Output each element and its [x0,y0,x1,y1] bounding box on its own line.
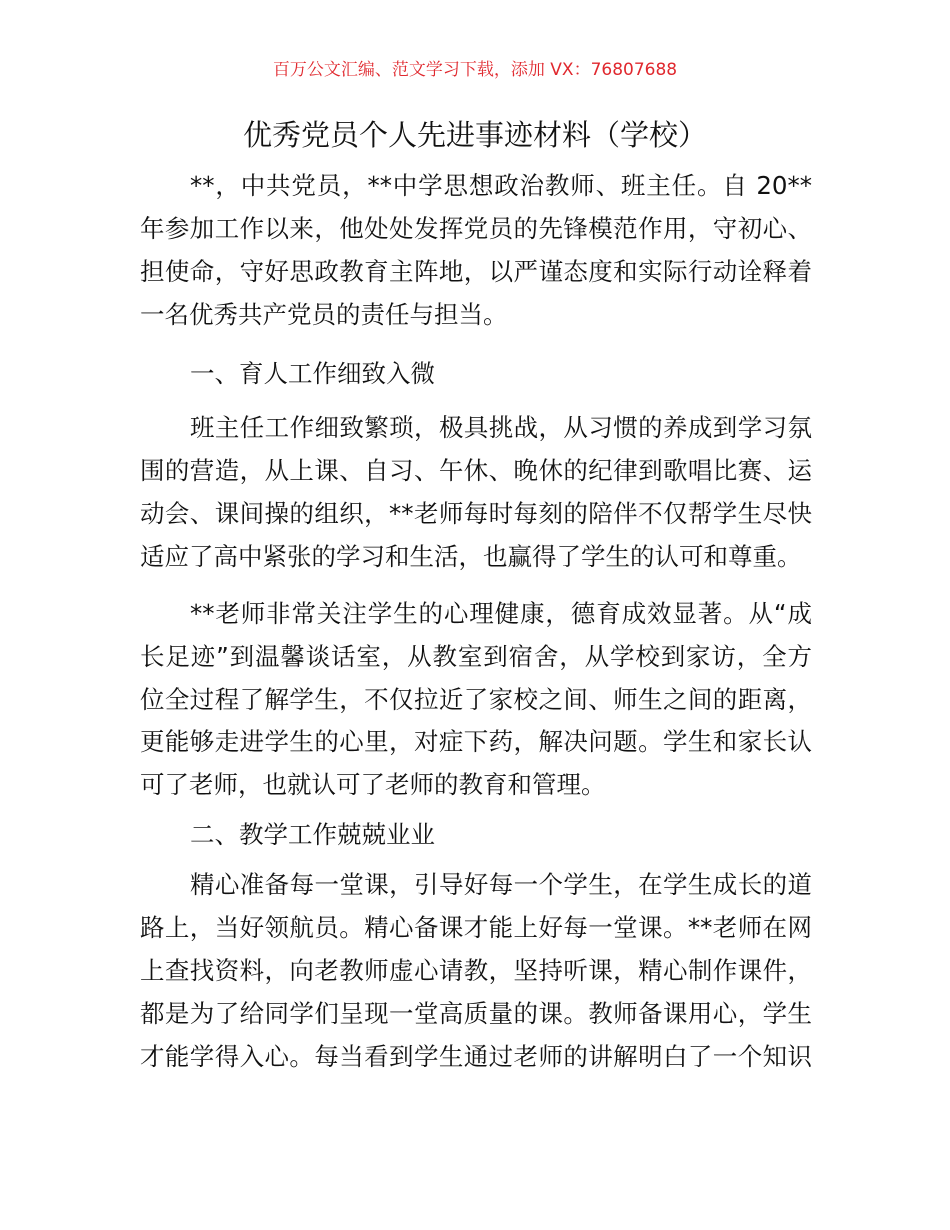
paragraph-line: 路上，当好领航员。精心备课才能上好每一堂课。**老师在网 [140,913,812,942]
paragraph-line: **，中共党员，**中学思想政治教师、班主任。自 20** [190,171,812,200]
watermark-banner: 百万公文汇编、范文学习下载，添加 VX：76807688 [272,60,678,80]
paragraph-line: 更能够走进学生的心里，对症下药，解决问题。学生和家长认 [140,727,812,756]
paragraph-line: 适应了高中紧张的学习和生活，也赢得了学生的认可和尊重。 [140,542,802,571]
paragraph-line: 班主任工作细致繁琐，极具挑战，从习惯的养成到学习氛 [190,413,812,442]
paragraph-line: 可了老师，也就认可了老师的教育和管理。 [140,770,606,799]
paragraph-line: **老师非常关注学生的心理健康，德育成效显著。从“成 [190,599,812,628]
document-title: 优秀党员个人先进事迹材料（学校） [242,118,707,152]
paragraph-line: 都是为了给同学们呈现一堂高质量的课。教师备课用心，学生 [140,999,812,1028]
section-heading: 一、育人工作细致入微 [190,359,435,388]
paragraph-line: 上查找资料，向老教师虚心请教，坚持听课，精心制作课件， [140,956,812,985]
paragraph-line: 才能学得入心。每当看到学生通过老师的讲解明白了一个知识 [140,1042,812,1071]
paragraph-line: 担使命，守好思政教育主阵地，以严谨态度和实际行动诠释着 [140,257,812,286]
paragraph-line: 精心准备每一堂课，引导好每一个学生，在学生成长的道 [190,870,812,899]
paragraph-line: 动会、课间操的组织，**老师每时每刻的陪伴不仅帮学生尽快 [140,499,812,528]
paragraph-line: 位全过程了解学生，不仅拉近了家校之间、师生之间的距离， [140,685,812,714]
paragraph-line: 长足迹”到温馨谈话室，从教室到宿舍，从学校到家访，全方 [140,642,812,671]
section-heading: 二、教学工作兢兢业业 [190,820,435,849]
paragraph-line: 年参加工作以来，他处处发挥党员的先锋模范作用，守初心、 [140,214,812,243]
paragraph-line: 围的营造，从上课、自习、午休、晚休的纪律到歌唱比赛、运 [140,456,812,485]
paragraph-line: 一名优秀共产党员的责任与担当。 [140,300,508,329]
